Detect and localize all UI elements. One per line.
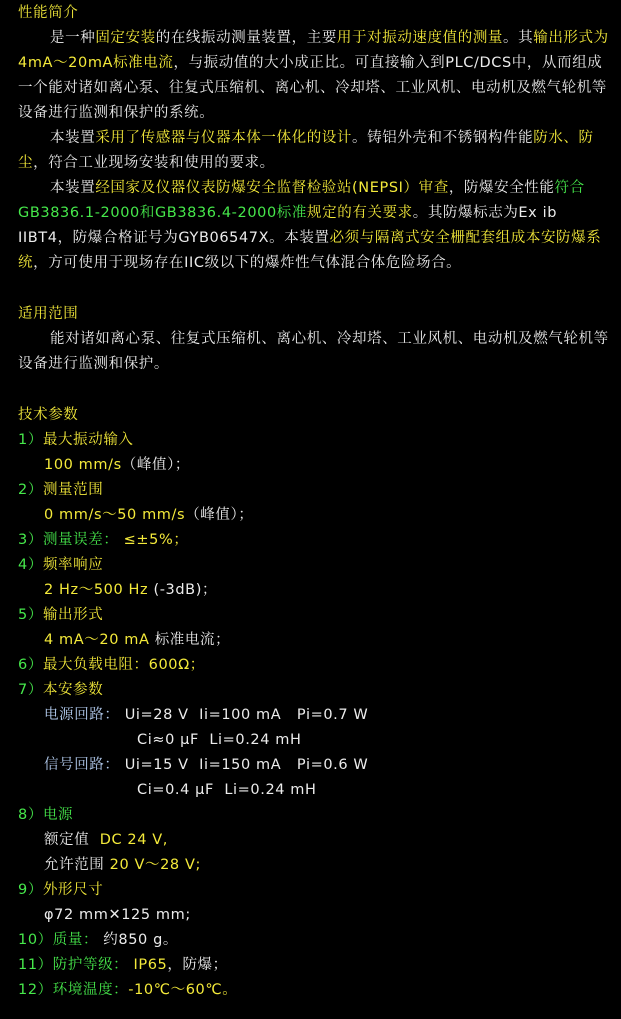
spec-load: 6）最大负载电阻：600Ω；	[18, 657, 205, 673]
spec-range-value: 0 mm/s～50 mm/s	[44, 507, 186, 523]
spec-temperature: 12）环境温度：-10℃～60℃。	[18, 982, 238, 998]
scope-heading: 适用范围	[18, 306, 79, 322]
scope-text: 能对诸如离心泵、往复式压缩机、离心机、冷却塔、工业风机、电动机及燃气轮机等设备进行监测和保护。	[18, 331, 609, 372]
spec-power: 8）电源	[18, 807, 74, 823]
intro-paragraph-2: 本装置采用了传感器与仪器本体一体化的设计。铸铝外壳和不锈钢构件能防水、防尘，符合工业现场安装和使用的要求。	[18, 130, 594, 171]
intro-paragraph-1: 是一种固定安装的在线振动测量装置，主要用于对振动速度值的测量。其输出形式为4mA～20mA标准电流，与振动值的大小成正比。可直接输入到PLC/DCS中，从而组成一个能对诸如离心泵、往复式压缩机、离心机、冷却塔、工业风机、电动机及燃气轮机等设备进行监测和保护的系统。	[18, 30, 609, 121]
spec-max-input: 1）最大振动输入	[18, 432, 134, 448]
power-loop-label: 电源回路：	[44, 707, 120, 723]
spec-frequency-value: 2 Hz～500 Hz	[44, 582, 149, 598]
spec-sheet: 性能简介 是一种固定安装的在线振动测量装置，主要用于对振动速度值的测量。其输出形式为4mA～20mA标准电流，与振动值的大小成正比。可直接输入到PLC/DCS中，从而组成一个能对诸如离心泵、往复式压缩机、离心机、冷却塔、工业风机、电动机及燃气轮机等设备进行监测和保护的系统。 本装置采用了传感器与仪器本体一体化的设计。铸铝外壳和不锈钢构件能防水、防尘，符合工业现场安装和使用的要求。 本装置经国家及仪器仪表防爆安全监督检验站(NEPSI）审查，防爆安全性能符合GB3836.1-2000和GB3836.4-2000标准规定的有关要求。其防爆标志为Ex ib IIBT4，防爆合格证号为GYB06547X。本装置必须与隔离式安全栅配套组成本安防爆系统，方可使用于现场存在IIC级以下的爆炸性气体混合体危险场合。 适用范围 能对诸如离心泵、往复式压缩机、离心机、冷却塔、工业风机、电动机及燃气轮机等设备进行监测和保护。 技术参数 1）最大振动输入 100 mm/s（峰值）； 2）测量范围 0 mm/s～50 mm/s（峰值）； 3）测量误差： ≤±5%； 4）频率响应 2 Hz～500 Hz (-3dB)； 5）输出形式 4 mA～20 mA 标准电流； 6）最大负载电阻：600Ω； 7）本安参数 电源回路： Ui=28 V Ii=100 mA Pi=0.7 W Ci≈0 µF Li=0.24 mH 信号回路： Ui=15 V Ii=150 mA Pi=0.6 W Ci=0.4 µF Li=0.24 mH 8）电源 额定值 DC 24 V, 允许范围 20 V～28 V; 9）外形尺寸 φ72 mm✕125 mm; 10）质量： 约850 g。 11）防护等级： IP65，防爆； 12）环境温度：-10℃～60℃。	[0, 1, 621, 1003]
signal-loop-label: 信号回路：	[44, 757, 120, 773]
spec-range: 2）测量范围	[18, 482, 104, 498]
spec-output: 5）输出形式	[18, 607, 104, 623]
spec-intrinsic-safety: 7）本安参数	[18, 682, 104, 698]
specs-heading: 技术参数	[18, 407, 79, 423]
intro-heading: 性能简介	[18, 5, 79, 21]
spec-max-input-value: 100 mm/s	[44, 457, 122, 473]
spec-mass: 10）质量： 约850 g。	[18, 932, 178, 948]
spec-protection: 11）防护等级： IP65，防爆；	[18, 957, 228, 973]
spec-frequency: 4）频率响应	[18, 557, 104, 573]
spec-output-value: 4 mA～20 mA	[44, 632, 150, 648]
spec-dimensions-value: φ72 mm✕125 mm;	[44, 907, 191, 923]
intro-paragraph-3: 本装置经国家及仪器仪表防爆安全监督检验站(NEPSI）审查，防爆安全性能符合GB3836.1-2000和GB3836.4-2000标准规定的有关要求。其防爆标志为Ex ib IIBT4，防爆合格证号为GYB06547X。本装置必须与隔离式安全栅配套组成本安防爆系统，方可使用于现场存在IIC级以下的爆炸性气体混合体危险场合。	[18, 180, 602, 271]
spec-dimensions: 9）外形尺寸	[18, 882, 104, 898]
spec-error: 3）测量误差： ≤±5%；	[18, 532, 189, 548]
